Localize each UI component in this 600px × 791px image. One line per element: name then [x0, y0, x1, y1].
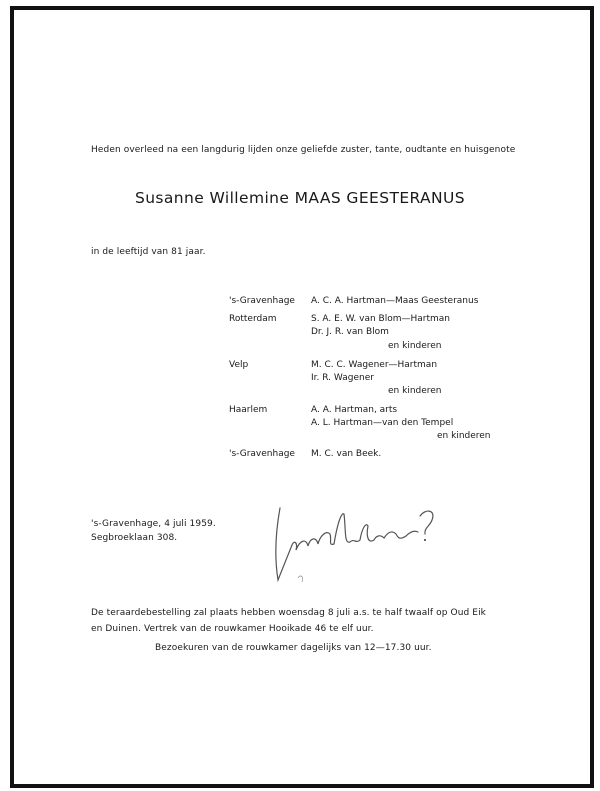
family-name: Dr. J. R. van Blom — [311, 327, 389, 337]
visiting-hours: Bezoekuren van de rouwkamer dagelijks van 12—17.30 uur. — [155, 643, 432, 653]
family-place-4: Haarlem — [229, 405, 268, 415]
intro-text: Heden overleed na een langdurig lijden onze geliefde zuster, tante, oudtante en huisgenote — [91, 145, 516, 155]
family-name: A. C. A. Hartman—Maas Geesteranus — [311, 296, 479, 306]
family-place-3: Velp — [229, 360, 249, 370]
family-name: M. C. C. Wagener—Hartman — [311, 360, 438, 370]
family-children: en kinderen — [437, 431, 491, 441]
funeral-line-2: en Duinen. Vertrek van de rouwkamer Hooikade 46 te elf uur. — [91, 624, 374, 634]
age-line: in de leeftijd van 81 jaar. — [91, 247, 206, 257]
family-name: Ir. R. Wagener — [311, 373, 374, 383]
funeral-line-1: De teraardebestelling zal plaats hebben woensdag 8 juli a.s. te half twaalf op Oud Eik — [91, 608, 486, 618]
place-date: 's-Gravenhage, 4 juli 1959. — [91, 519, 216, 529]
address: Segbroeklaan 308. — [91, 533, 178, 543]
family-place-1: 's-Gravenhage — [229, 296, 295, 306]
family-name: S. A. E. W. van Blom—Hartman — [311, 314, 451, 324]
family-children: en kinderen — [388, 341, 442, 351]
family-name: M. C. van Beek. — [311, 449, 382, 459]
family-children: en kinderen — [388, 386, 442, 396]
handwritten-note — [270, 500, 445, 595]
card-border — [10, 6, 594, 788]
family-name: A. A. Hartman, arts — [311, 405, 398, 415]
family-place-2: Rotterdam — [229, 314, 277, 324]
family-place-5: 's-Gravenhage — [229, 449, 295, 459]
family-name: A. L. Hartman—van den Tempel — [311, 418, 454, 428]
deceased-name: Susanne Willemine MAAS GEESTERANUS — [134, 189, 466, 207]
